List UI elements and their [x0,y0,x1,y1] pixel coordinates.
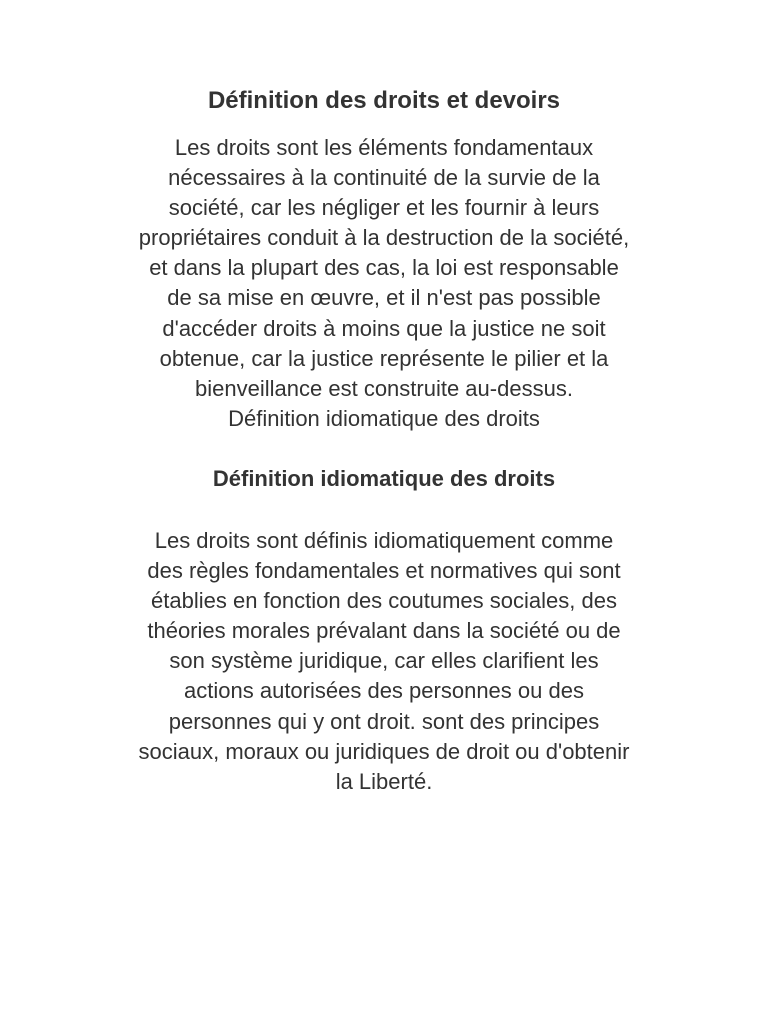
paragraph-line: Définition idiomatique des droits [228,405,540,431]
document-title: Définition des droits et devoirs [207,87,561,114]
paragraph-line: sociaux, moraux ou juridiques de droit ou d'obtenir [138,738,630,764]
paragraph-rights-definition [84,133,684,434]
paragraph-line: bienveillance est construite au-dessus. [195,375,573,401]
paragraph-line: actions autorisées des personnes ou des [184,678,584,704]
paragraph-line: son système juridique, car elles clarifient les [169,648,599,674]
paragraph-line: de sa mise en œuvre, et il n'est pas possible [167,285,601,311]
paragraph-line: et dans la plupart des cas, la loi est responsable [149,255,619,281]
paragraph-line: Les droits sont définis idiomatiquement comme [154,527,614,553]
paragraph-line: d'accéder droits à moins que la justice ne soit [162,315,606,341]
section-subtitle: Définition idiomatique des droits [212,465,556,491]
paragraph-idiomatic-definition [84,526,684,797]
paragraph-line: société, car les négliger et les fournir à leurs [168,195,600,221]
paragraph-line: nécessaires à la continuité de la survie de la [168,165,600,191]
document-content [84,84,684,797]
paragraph-line: obtenue, car la justice représente le pilier et la [159,345,609,371]
paragraph-line: la Liberté. [335,768,433,794]
paragraph-line: propriétaires conduit à la destruction de la société, [138,225,630,251]
paragraph-line: établies en fonction des coutumes sociales, des [151,588,617,614]
paragraph-line: des règles fondamentales et normatives qui sont [147,558,621,584]
paragraph-line: Les droits sont les éléments fondamentaux [174,135,594,160]
paragraph-line: personnes qui y ont droit. sont des principes [168,708,600,734]
paragraph-line: théories morales prévalant dans la société ou de [147,618,621,644]
